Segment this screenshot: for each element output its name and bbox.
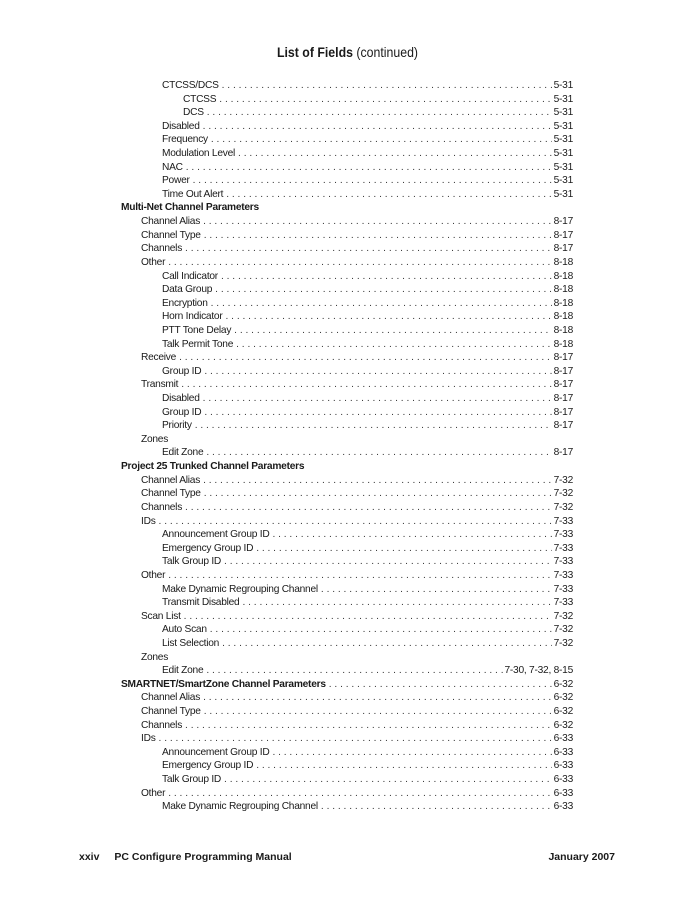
dot-leader (185, 501, 552, 515)
index-entry-label: Encryption (162, 297, 208, 309)
index-entry-label: Data Group (162, 284, 213, 296)
index-entry-label: Transmit Disabled (162, 597, 240, 609)
index-entry (121, 501, 573, 515)
index-entry-label: Channels (141, 243, 183, 255)
index-entry-label: Scan List (141, 610, 181, 622)
dot-leader (226, 310, 552, 324)
index-entry (121, 555, 573, 569)
dot-leader (272, 746, 551, 760)
index-entry (121, 515, 573, 529)
index-entry-page: 8-18 (553, 311, 573, 323)
index-entry (121, 229, 573, 243)
index-entry-page: 7-33 (553, 583, 573, 595)
index-entry-page: 7-30, 7-32, 8-15 (504, 665, 573, 677)
dot-leader (185, 719, 552, 733)
index-entry (121, 215, 573, 229)
index-entry-label: Channel Type (141, 488, 201, 500)
index-entry-page: 8-17 (553, 216, 573, 228)
index-entry-page: 7-33 (553, 542, 573, 554)
index-entry-label: Zones (141, 651, 169, 663)
index-entry-label: Priority (162, 420, 192, 432)
index-entry-label: Channel Alias (141, 692, 201, 704)
index-entry (121, 93, 573, 107)
index-entry-page: 5-31 (553, 80, 573, 91)
dot-leader (203, 120, 552, 134)
index-entry-page: 5-31 (553, 161, 573, 173)
index-entry-label: Channel Type (141, 706, 201, 718)
dot-leader (203, 392, 552, 406)
dot-leader (159, 732, 552, 746)
dot-leader (224, 773, 552, 787)
index-entry-label: Make Dynamic Regrouping Channel (162, 801, 318, 813)
index-entry-page: 5-31 (553, 188, 573, 200)
index-entry-page: 6-33 (553, 760, 573, 772)
index-entry-page: 8-18 (553, 338, 573, 350)
index-entry-page: 7-32 (553, 624, 573, 636)
index-entry (121, 433, 573, 447)
index-entry-page: 8-17 (553, 420, 573, 432)
dot-leader (185, 242, 552, 256)
index-entry-label: Group ID (162, 365, 202, 377)
footer-manual-title: PC Configure Programming Manual (114, 851, 292, 863)
index-entry (121, 610, 573, 624)
dot-leader (206, 446, 551, 460)
page-footer (79, 851, 615, 863)
index-entry-label: Talk Permit Tone (162, 338, 234, 350)
index-entry-label: IDs (141, 515, 156, 527)
index-entry-page: 6-32 (553, 719, 573, 731)
index-entry-label: PTT Tone Delay (162, 324, 232, 336)
index-entry (121, 664, 573, 678)
index-entry-page: 8-17 (553, 365, 573, 377)
index-entry-label: CTCSS/DCS (162, 80, 219, 91)
dot-leader (184, 610, 552, 624)
index-entry (121, 773, 573, 787)
index-entry (121, 528, 573, 542)
index-entry-label: Talk Group ID (162, 774, 222, 786)
index-entry (121, 256, 573, 270)
index-entry (121, 732, 573, 746)
index-entry (121, 623, 573, 637)
index-entry-label: Announcement Group ID (162, 746, 270, 758)
dot-leader (168, 787, 551, 801)
index-entry (121, 297, 573, 311)
index-entry (121, 133, 573, 147)
dot-leader (204, 406, 551, 420)
index-entry (121, 746, 573, 760)
index-entry-page: 6-32 (553, 706, 573, 718)
index-entry-label: Channels (141, 501, 183, 513)
dot-leader (203, 474, 552, 488)
footer-page-number: xxiv (79, 851, 100, 863)
dot-leader (203, 691, 552, 705)
index-entry-page: 7-33 (553, 515, 573, 527)
dot-leader (168, 569, 551, 583)
dot-leader (179, 351, 552, 365)
index-entry (121, 542, 573, 556)
dot-leader (222, 637, 552, 651)
dot-leader (193, 174, 552, 188)
dot-leader (204, 705, 552, 719)
index-entry-page: 7-32 (553, 610, 573, 622)
index-entry-label: IDs (141, 733, 156, 745)
index-entry (121, 637, 573, 651)
dot-leader (224, 555, 552, 569)
index-entry-page: 8-18 (553, 324, 573, 336)
index-entry-label: Other (141, 787, 166, 799)
index-entry (121, 283, 573, 297)
index-entry (121, 719, 573, 733)
dot-leader (272, 528, 551, 542)
index-entry (121, 596, 573, 610)
index-entry-label: Edit Zone (162, 665, 204, 677)
index-entry (121, 106, 573, 120)
index-entry-page: 7-32 (553, 474, 573, 486)
index-entry-page: 6-32 (553, 692, 573, 704)
index-entry-label: List Selection (162, 637, 220, 649)
index-entry-page: 7-32 (553, 637, 573, 649)
footer-date: January 2007 (548, 851, 615, 863)
index-entry-label: CTCSS (183, 93, 217, 105)
index-entry-label: Talk Group ID (162, 556, 222, 568)
index-entry-page: 8-17 (553, 393, 573, 405)
index-entry (121, 310, 573, 324)
dot-leader (321, 800, 552, 814)
index-entry-label: Channel Alias (141, 216, 201, 228)
index-entry-label: Edit Zone (162, 447, 204, 459)
index-entry (121, 79, 573, 93)
index-entry-page: 6-32 (553, 678, 573, 690)
dot-leader (256, 759, 551, 773)
index-entry (121, 161, 573, 175)
index-entry-page: 6-33 (553, 787, 573, 799)
index-entry-label: Channel Type (141, 229, 201, 241)
index-entry-label: Group ID (162, 406, 202, 418)
index-entry-page: 8-18 (553, 297, 573, 309)
index-entry (121, 474, 573, 488)
page-title (42, 44, 654, 60)
dot-leader (242, 596, 551, 610)
index-entry-label: DCS (183, 107, 204, 119)
index-entry-page: 7-33 (553, 556, 573, 568)
dot-leader (207, 106, 552, 120)
index-entry-page: 8-17 (553, 243, 573, 255)
dot-leader (204, 229, 552, 243)
index-entry-page: 5-31 (553, 120, 573, 132)
index-entry-label: Frequency (162, 134, 208, 146)
dot-leader (321, 583, 552, 597)
index-entry (121, 378, 573, 392)
index-entry-page: 8-18 (553, 256, 573, 268)
index-entry-page: 8-17 (553, 379, 573, 391)
index-entry (121, 392, 573, 406)
index-entry-page: 8-17 (553, 229, 573, 241)
index-entry-page: 8-17 (553, 406, 573, 418)
index-entry-label: Project 25 Trunked Channel Parameters (121, 461, 305, 473)
index-entry-label: Disabled (162, 120, 200, 132)
index-entry (121, 365, 573, 379)
index-entry (121, 705, 573, 719)
index-entry-label: Zones (141, 433, 169, 445)
dot-leader (186, 161, 552, 175)
index-entry-label: Multi-Net Channel Parameters (121, 202, 259, 214)
footer-left (79, 851, 292, 863)
index-section-heading (121, 460, 573, 474)
index-entry (121, 406, 573, 420)
index-entry-label: Transmit (141, 379, 179, 391)
index-entry-label: Call Indicator (162, 270, 218, 282)
index-entry-label: Auto Scan (162, 624, 207, 636)
index-entry (121, 446, 573, 460)
index-entry-page: 5-31 (553, 148, 573, 160)
index-entry-page: 6-33 (553, 733, 573, 745)
index-entry-page: 7-33 (553, 569, 573, 581)
dot-leader (219, 93, 551, 107)
index-entry-page: 8-18 (553, 284, 573, 296)
index-entry-page: 8-17 (553, 352, 573, 364)
dot-leader (329, 678, 552, 692)
index-entry (121, 338, 573, 352)
index-entry-label: Other (141, 569, 166, 581)
dot-leader (211, 133, 552, 147)
page-title-continued: (continued) (356, 44, 419, 60)
index-entry-label: Announcement Group ID (162, 529, 270, 541)
index-entry-page: 7-33 (553, 597, 573, 609)
dot-leader (204, 487, 552, 501)
index-entry (121, 147, 573, 161)
index-entry-label: Disabled (162, 393, 200, 405)
index-entry (121, 351, 573, 365)
index-list (121, 79, 573, 814)
index-entry-page: 7-32 (553, 488, 573, 500)
index-entry-label: Emergency Group ID (162, 542, 254, 554)
dot-leader (211, 297, 552, 311)
index-entry (121, 324, 573, 338)
index-entry-page: 5-31 (553, 134, 573, 146)
dot-leader (222, 79, 552, 93)
index-entry-page: 6-33 (553, 746, 573, 758)
index-entry-page: 7-32 (553, 501, 573, 513)
index-entry-page: 6-33 (553, 801, 573, 813)
dot-leader (236, 338, 551, 352)
index-entry (121, 270, 573, 284)
dot-leader (203, 215, 552, 229)
index-entry-label: Power (162, 175, 190, 187)
index-entry-page: 8-17 (553, 447, 573, 459)
index-entry (121, 242, 573, 256)
index-entry-page: 5-31 (553, 107, 573, 119)
index-entry-label: Horn Indicator (162, 311, 223, 323)
index-entry (121, 800, 573, 814)
page-title-text: List of Fields (276, 44, 353, 60)
index-entry-label: Emergency Group ID (162, 760, 254, 772)
index-entry-label: Channels (141, 719, 183, 731)
index-entry (121, 759, 573, 773)
dot-leader (256, 542, 551, 556)
index-entry-label: NAC (162, 161, 183, 173)
dot-leader (195, 419, 552, 433)
index-section-heading (121, 201, 573, 215)
dot-leader (234, 324, 551, 338)
index-entry (121, 487, 573, 501)
index-entry-label: Time Out Alert (162, 188, 224, 200)
index-entry (121, 120, 573, 134)
index-entry-page: 5-31 (553, 93, 573, 105)
dot-leader (210, 623, 552, 637)
index-entry (121, 583, 573, 597)
index-entry (121, 188, 573, 202)
dot-leader (226, 188, 551, 202)
index-entry-page: 6-33 (553, 774, 573, 786)
index-entry (121, 569, 573, 583)
dot-leader (221, 270, 552, 284)
index-entry-label: Channel Alias (141, 474, 201, 486)
index-entry (121, 651, 573, 665)
index-entry-label: SMARTNET/SmartZone Channel Parameters (121, 678, 326, 690)
dot-leader (168, 256, 551, 270)
dot-leader (206, 664, 502, 678)
dot-leader (238, 147, 552, 161)
index-entry-label: Modulation Level (162, 148, 236, 160)
index-entry-label: Receive (141, 352, 177, 364)
index-entry (121, 174, 573, 188)
index-entry (121, 787, 573, 801)
index-entry-label: Make Dynamic Regrouping Channel (162, 583, 318, 595)
index-entry (121, 691, 573, 705)
index-entry-page: 5-31 (553, 175, 573, 187)
index-entry (121, 419, 573, 433)
index-entry-label: Other (141, 256, 166, 268)
dot-leader (181, 378, 551, 392)
dot-leader (204, 365, 551, 379)
dot-leader (159, 515, 552, 529)
index-entry-page: 7-33 (553, 529, 573, 541)
dot-leader (215, 283, 551, 297)
index-entry-page: 8-18 (553, 270, 573, 282)
index-section-heading (121, 678, 573, 692)
